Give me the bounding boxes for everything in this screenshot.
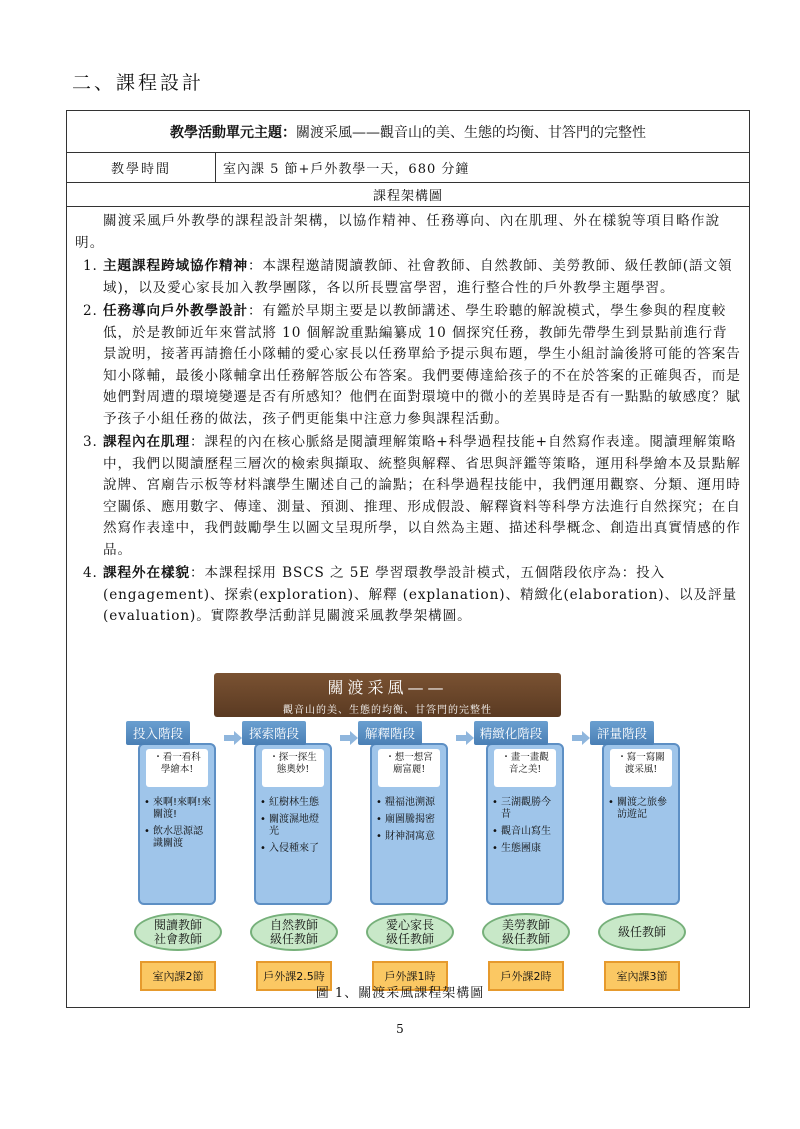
- phase-hours: 戶外課2.5時: [256, 961, 332, 991]
- item-number: 4.: [83, 565, 98, 581]
- list-item: [75, 563, 741, 628]
- phase-bullet: • 入侵種來了: [260, 843, 328, 855]
- time-label: 教學時間: [67, 153, 216, 182]
- phase-bullet: • 糧福池溯源: [376, 797, 444, 809]
- item-text: ：本課程採用 BSCS 之 5E 學習環教學設計模式，五個階段依序為：投入(engagement)、探索(exploration)、解釋 (explanation)、精緻化(elaboration)、以及評量(evaluation)。實際教學活動詳見關渡采風教學架構圖。: [103, 565, 737, 624]
- figure-banner: [214, 673, 561, 717]
- item-number: 3.: [83, 434, 98, 450]
- phase-bullet: • 財神洞寓意: [376, 831, 444, 843]
- intro-paragraph: 關渡采風戶外教學的課程設計架構，以協作精神、任務導向、內在肌理、外在樣貌等項目略作說明。: [75, 213, 721, 251]
- phase-hours: 戶外課2時: [488, 961, 564, 991]
- phase-card: [138, 743, 216, 905]
- item-title: 任務導向戶外教學設計: [103, 303, 248, 319]
- arrow-right-icon: [456, 731, 474, 745]
- phase-teacher: 自然教師 級任教師: [250, 913, 338, 951]
- item-title: 課程外在樣貌: [103, 565, 190, 581]
- phase-card: [486, 743, 564, 905]
- phase-head: 評量階段: [590, 721, 654, 745]
- phase-task: ・畫一畫觀音之美!: [494, 749, 556, 787]
- phase-head: 探索階段: [242, 721, 306, 745]
- phase-teacher: 級任教師: [598, 913, 686, 951]
- list-item: [75, 301, 741, 430]
- structure-label: 課程架構圖: [67, 183, 749, 207]
- phase-task: ・看一看科學繪本!: [146, 749, 208, 787]
- time-value: 室內課 5 節+戶外教學一天，680 分鐘: [223, 162, 470, 177]
- phase-bullet: • 來啊!來啊!來關渡!: [144, 797, 212, 821]
- phase-card: [370, 743, 448, 905]
- phase-bullet: • 廟圖騰揭密: [376, 814, 444, 826]
- phase-card: [602, 743, 680, 905]
- phase-bullets: [608, 797, 676, 826]
- theme-label: 教學活動單元主題：: [170, 124, 296, 141]
- phase-bullet: • 關渡之旅參訪遊記: [608, 797, 676, 821]
- item-text: ：有鑑於早期主要是以教師講述、學生聆聽的解說模式，學生參與的程度較低，於是教師近年來嘗試將 10 個解說重點編纂成 10 個探究任務，教師先帶學生到景點前進行背景說明，接著再請擔任小隊輔的愛心家長以任務單給予提示與布題，學生小組討論後將可能的答案告知小隊輔，最後小隊輔拿出任務解答版公布答案。我們要傳達給孩子的不在於答案的正確與否，而是她們對周遭的環境變遷是否有所感知？他們在面對環境中的微小的差異時是否有一點點的敏感度？賦予孩子小組任務的做法，孩子們更能集中注意力參與課程活動。: [103, 303, 741, 427]
- item-number: 1.: [83, 258, 98, 274]
- time-row: [67, 153, 749, 183]
- phase-hours: 戶外課1時: [372, 961, 448, 991]
- course-framework-figure: [110, 663, 698, 981]
- phase-hours: 室內課3節: [604, 961, 680, 991]
- arrow-right-icon: [340, 731, 358, 745]
- figure-caption: 圖 1、關渡采風課程架構圖: [315, 986, 485, 1001]
- phase-teacher: 愛心家長 級任教師: [366, 913, 454, 951]
- list-item: [75, 432, 741, 561]
- phase-bullets: [376, 797, 444, 848]
- phase-hours: 室內課2節: [140, 961, 216, 991]
- banner-title: 關渡采風——: [327, 678, 448, 697]
- phase-task: ・探一探生態奧妙!: [262, 749, 324, 787]
- section-title: 二、課程設計: [72, 72, 205, 94]
- item-title: 主題課程跨域協作精神: [103, 258, 248, 274]
- banner-subtitle: 觀音山的美、生態的均衡、甘答門的完整性: [283, 705, 492, 716]
- item-text: ：課程的內在核心脈絡是閱讀理解策略+科學過程技能+自然寫作表達。閱讀理解策略中，我們以閱讀歷程三層次的檢索與擷取、統整與解釋、省思與評鑑等策略，運用科學繪本及景點解說牌、宮廟告示板等材料讓學生闡述自己的論點；在科學過程技能中，我們運用觀察、分類、運用時空關係、應用數字、傳達、測量、預測、推理、形成假設、解釋資料等科學方法進行自然探究；在自然寫作表達中，我們鼓勵學生以圖文呈現所學，以自然為主題、描述科學概念、創造出真實情感的作品。: [103, 434, 741, 558]
- phase-head: 解釋階段: [358, 721, 422, 745]
- arrow-right-icon: [572, 731, 590, 745]
- phase-bullets: [260, 797, 328, 860]
- theme-value: 關渡采風——觀音山的美、生態的均衡、甘答門的完整性: [296, 124, 646, 141]
- phase-bullets: [492, 797, 560, 860]
- phase-bullet: • 紅樹林生態: [260, 797, 328, 809]
- phase-bullet: • 關渡濕地燈光: [260, 814, 328, 838]
- page-number: 5: [396, 1022, 404, 1036]
- phase-head: 投入階段: [126, 721, 190, 745]
- phase-teacher: 美勞教師 級任教師: [482, 913, 570, 951]
- phase-card: [254, 743, 332, 905]
- phase-bullet: • 觀音山寫生: [492, 826, 560, 838]
- item-title: 課程內在肌理: [103, 434, 190, 450]
- item-number: 2.: [83, 303, 98, 319]
- phase-bullet: • 飲水思源認識關渡: [144, 826, 212, 850]
- phase-bullet: • 三湖觀勝今昔: [492, 797, 560, 821]
- phase-teacher: 閱讀教師 社會教師: [134, 913, 222, 951]
- phase-bullets: [144, 797, 212, 855]
- theme-row: [67, 111, 749, 153]
- phase-task: ・寫一寫關渡采風!: [610, 749, 672, 787]
- list-item: [75, 256, 741, 299]
- body-text: [75, 211, 741, 630]
- item-text: ：本課程邀請閱讀教師、社會教師、自然教師、美勞教師、級任教師(語文領域)，以及愛心家長加入教學團隊，各以所長豐富學習，進行整合性的戶外教學主題學習。: [103, 258, 733, 296]
- phase-head: 精緻化階段: [474, 721, 548, 745]
- phase-task: ・想一想宮廟富麗!: [378, 749, 440, 787]
- arrow-right-icon: [224, 731, 242, 745]
- phase-bullet: • 生態團康: [492, 843, 560, 855]
